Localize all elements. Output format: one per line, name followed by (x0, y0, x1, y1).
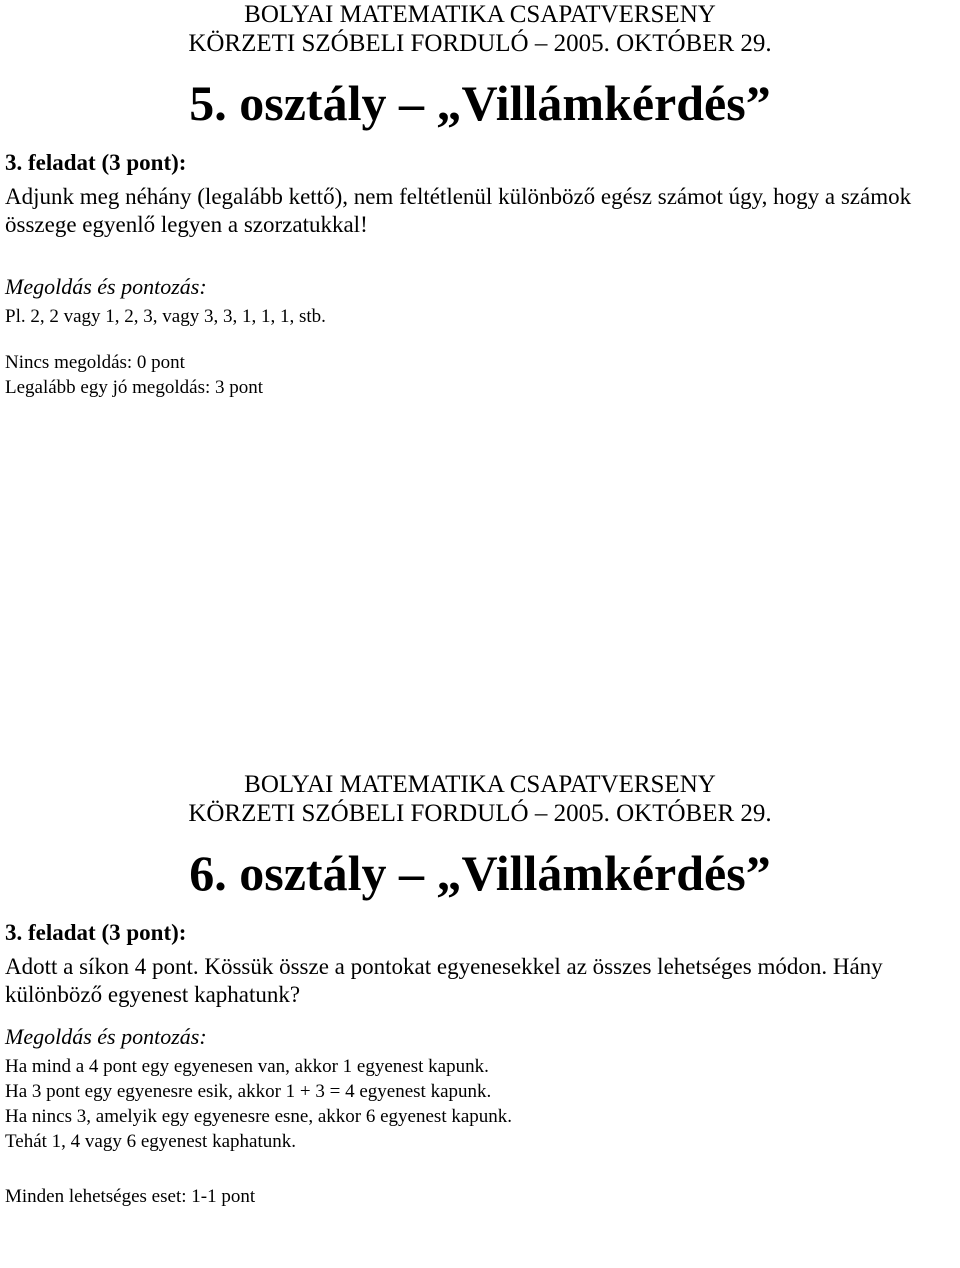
round-header: KÖRZETI SZÓBELI FORDULÓ – 2005. OKTÓBER 29. (188, 30, 772, 57)
page-title: 5. osztály – „Villámkérdés” (189, 75, 771, 131)
competition-header: BOLYAI MATEMATIKA CSAPATVERSENY (244, 1, 716, 28)
solution-line: Tehát 1, 4 vagy 6 egyenest kaphatunk. (5, 1131, 296, 1152)
task-label: 3. feladat (3 pont): (5, 150, 187, 175)
page-title: 6. osztály – „Villámkérdés” (189, 845, 771, 901)
task-text: Adott a síkon 4 pont. Kössük össze a pontokat egyenesekkel az összes lehetséges módon. Hány különböző egyenest kaphatunk? (5, 954, 883, 1007)
section-grade-6 (0, 770, 960, 1209)
section-grade-5 (0, 0, 960, 400)
solution-heading: Megoldás és pontozás: (5, 274, 207, 299)
task-text: Adjunk meg néhány (legalább kettő), nem feltétlenül különböző egész számot úgy, hogy a számok összege egyenlő legyen a szorzatukkal! (5, 184, 912, 237)
scoring-line: Minden lehetséges eset: 1-1 pont (5, 1186, 256, 1207)
solution-heading: Megoldás és pontozás: (5, 1024, 207, 1049)
round-header: KÖRZETI SZÓBELI FORDULÓ – 2005. OKTÓBER 29. (188, 800, 772, 827)
task-label: 3. feladat (3 pont): (5, 920, 187, 945)
scoring-line: Nincs megoldás: 0 pont (5, 352, 185, 373)
competition-header: BOLYAI MATEMATIKA CSAPATVERSENY (244, 771, 716, 798)
scoring-line: Legalább egy jó megoldás: 3 pont (5, 377, 264, 398)
solution-line: Ha nincs 3, amelyik egy egyenesre esne, akkor 6 egyenest kapunk. (5, 1106, 513, 1127)
solution-line: Ha 3 pont egy egyenesre esik, akkor 1 + 3 = 4 egyenest kapunk. (5, 1081, 492, 1102)
solution-line: Pl. 2, 2 vagy 1, 2, 3, vagy 3, 3, 1, 1, 1, stb. (5, 306, 326, 327)
solution-line: Ha mind a 4 pont egy egyenesen van, akkor 1 egyenest kapunk. (5, 1056, 489, 1077)
